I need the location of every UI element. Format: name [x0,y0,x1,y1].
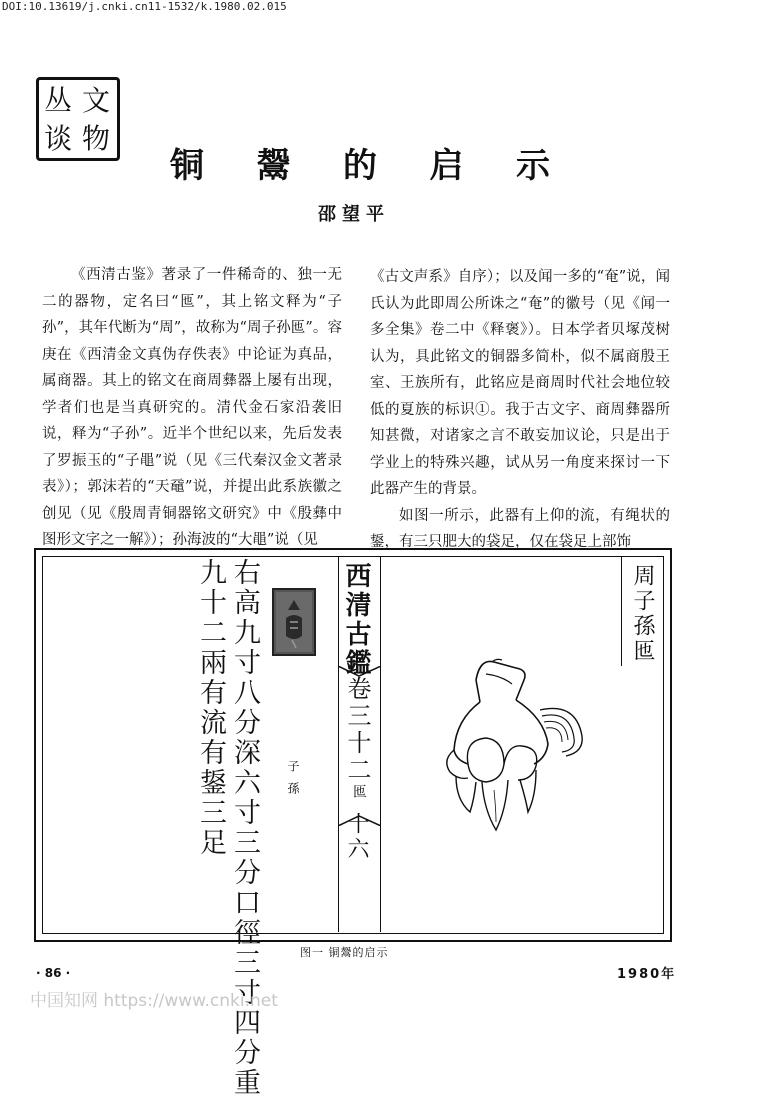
figure-description-col2: 九十二兩有流有鋬三足 [195,558,226,858]
body-paragraph: 《古文声系》自序）；以及闻一多的“奄”说，闻氏认为此即周公所诛之“奄”的徽号（见《闻一多全集》卷二中《释褒》）。日本学者贝塚茂树认为，具此铭文的铜器多简朴，似不属商殷王室、王族所有，此铭应是商周时代社会地位较低的夏族的标识①。我于古文字、商周彝器所知甚微，对诸家之言不敢妄加议论，只是出于学业上的特殊兴趣，试从另一角度来探讨一下此器产生的背景。 [370,269,670,497]
cnki-watermark: 中国知网 https://www.cnki.net [30,991,278,1011]
inscription-rubbing-image [272,588,316,656]
title-char: 的 [343,146,377,186]
title-char: 鬶 [256,146,291,186]
title-char: 启 [429,146,464,186]
left-column [42,262,342,554]
column-seal [36,77,120,161]
category-label: 匜 [351,784,367,801]
title-char: 示 [516,146,550,186]
seal-char: 谈 [43,122,72,155]
title-char: 铜 [170,146,204,186]
figure-description-col1: 右高九寸八分深六寸三分口徑三寸四分重 [229,558,260,1098]
seal-char: 文 [81,84,110,117]
bronze-gui-vessel-drawing [416,640,616,840]
book-title: 西清古鑑 [341,562,371,678]
article-title [170,138,550,187]
leaf-number: 十六 [344,812,369,862]
doi-line: DOI:10.13619/j.cnki.cn11-1532/k.1980.02.015 [2,0,287,13]
seal-char: 丛 [43,84,72,117]
body-paragraph: 《西清古鉴》著录了一件稀奇的、独一无二的器物，定名曰“匜”，其上铭文释为“子孙”，其年代断为“周”，故称为“周子孙匜”。容庚在《西清金文真伪存佚表》中论证为真品，属商器。其上的铭文在商周彝器上屡有出现，学者们也是当真研究的。清代金石家沿袭旧说，释为“子孙”。近半个世纪以来，先后发表了罗振玉的“子黽”说（见《三代秦汉金文著录表》）；郭沫若的“天黿”说，并提出此系族徽之创见（见《殷周青铜器铭文研究》中《殷彝中图形文字之一解》）；孙海波的“大黽”说（见 [42,267,342,548]
figure-caption: 图一 铜鬶的启示 [300,946,389,959]
body-paragraph: 如图一所示，此器有上仰的流，有绳状的鋬，有三只肥大的袋足，仅在袋足上部饰 [370,507,670,550]
page-number: · 86 · [36,966,71,980]
author-name: 邵望平 [318,204,390,225]
item-title-rule [621,556,622,666]
inscription-gloss: 子孫 [286,760,300,804]
seal-char: 物 [81,122,110,155]
item-title: 周子孫匜 [630,564,655,664]
issue-year: 1980年 [617,967,677,982]
volume-label: 卷三十二 [343,676,371,784]
right-column [370,264,670,556]
